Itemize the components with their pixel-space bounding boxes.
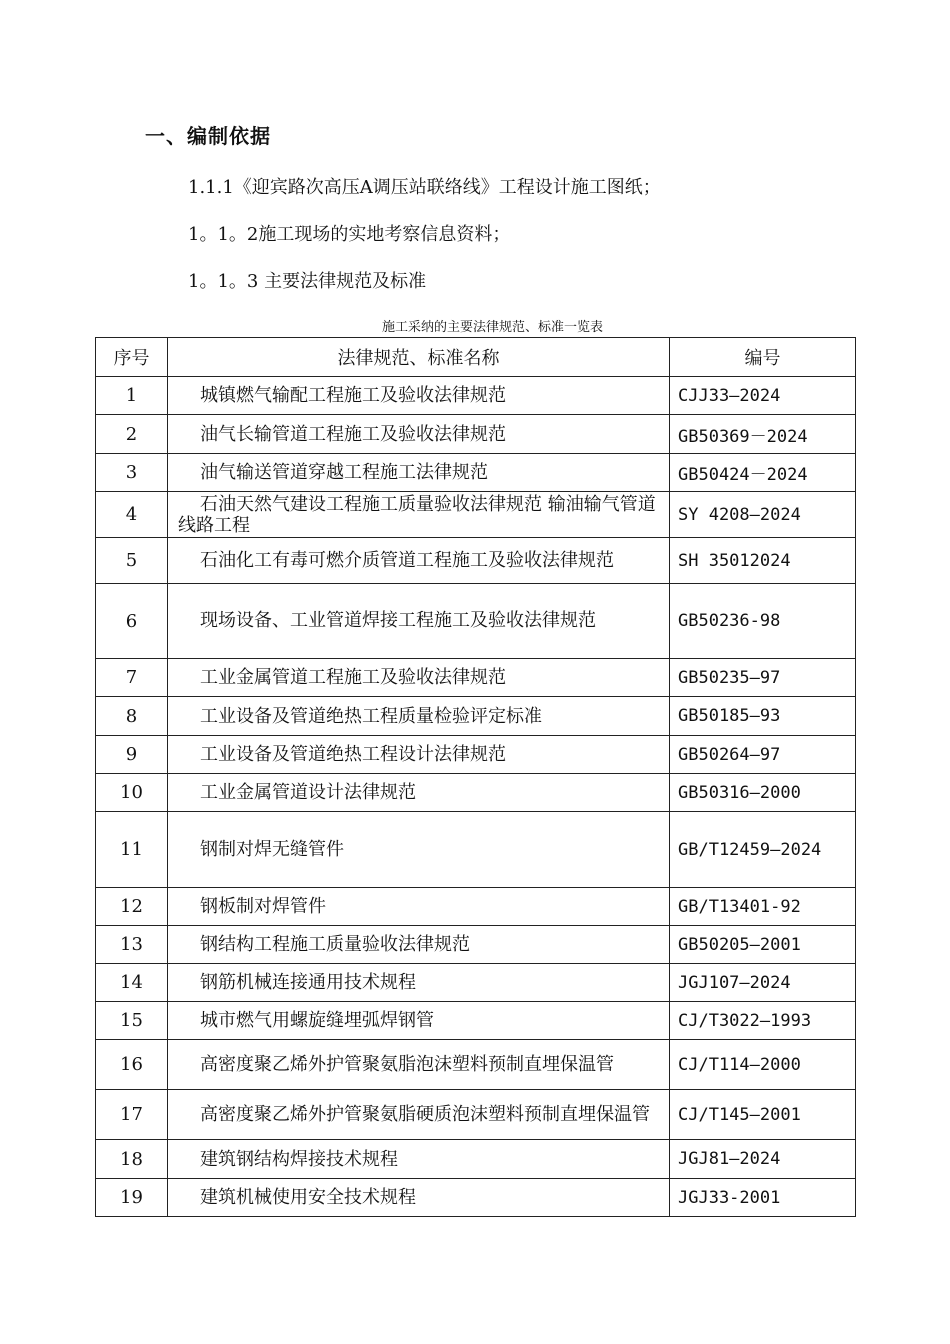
table-row (96, 697, 856, 736)
table-row (96, 1040, 856, 1090)
row-name: 工业设备及管道绝热工程设计法律规范 (168, 736, 670, 774)
row-number: 7 (96, 659, 168, 697)
row-code: GB50236-98 (670, 584, 856, 659)
table-row (96, 454, 856, 492)
section-heading: 一、编制依据 (145, 124, 271, 148)
row-number: 6 (96, 584, 168, 659)
row-code: GB50369－2024 (670, 415, 856, 454)
row-name: 钢板制对焊管件 (168, 888, 670, 926)
row-code: GB50185—93 (670, 697, 856, 736)
header-number: 序号 (96, 338, 168, 377)
row-number: 12 (96, 888, 168, 926)
row-code: GB50205—2001 (670, 926, 856, 964)
table-row (96, 1002, 856, 1040)
row-name: 钢筋机械连接通用技术规程 (168, 964, 670, 1002)
row-code: SY 4208—2024 (670, 492, 856, 538)
row-name: 建筑机械使用安全技术规程 (168, 1179, 670, 1217)
row-code: CJ/T145—2001 (670, 1090, 856, 1140)
row-number: 11 (96, 812, 168, 888)
row-name: 现场设备、工业管道焊接工程施工及验收法律规范 (168, 584, 670, 659)
row-code: GB50264—97 (670, 736, 856, 774)
row-code: CJ/T3022—1993 (670, 1002, 856, 1040)
header-name: 法律规范、标准名称 (168, 338, 670, 377)
row-code: SH 35012024 (670, 538, 856, 584)
row-number: 18 (96, 1140, 168, 1179)
row-code: GB50316—2000 (670, 774, 856, 812)
table-row (96, 1179, 856, 1217)
row-name: 油气长输管道工程施工及验收法律规范 (168, 415, 670, 454)
table-header-row (96, 338, 856, 377)
table-row (96, 1090, 856, 1140)
row-number: 10 (96, 774, 168, 812)
table-row (96, 377, 856, 415)
row-number: 16 (96, 1040, 168, 1090)
row-name: 城镇燃气输配工程施工及验收法律规范 (168, 377, 670, 415)
row-name: 工业金属管道设计法律规范 (168, 774, 670, 812)
row-code: GB50235—97 (670, 659, 856, 697)
row-name: 石油化工有毒可燃介质管道工程施工及验收法律规范 (168, 538, 670, 584)
row-number: 3 (96, 454, 168, 492)
row-number: 15 (96, 1002, 168, 1040)
table-row (96, 1140, 856, 1179)
row-code: JGJ81—2024 (670, 1140, 856, 1179)
row-name: 钢制对焊无缝管件 (168, 812, 670, 888)
paragraph-main-standards: 1。1。3 主要法律规范及标准 (188, 271, 427, 292)
table-row (96, 774, 856, 812)
row-number: 2 (96, 415, 168, 454)
row-name: 石油天然气建设工程施工质量验收法律规范 输油输气管道线路工程 (168, 492, 670, 538)
table-row (96, 659, 856, 697)
row-name: 建筑钢结构焊接技术规程 (168, 1140, 670, 1179)
row-code: CJJ33—2024 (670, 377, 856, 415)
row-number: 5 (96, 538, 168, 584)
row-number: 19 (96, 1179, 168, 1217)
row-name: 工业设备及管道绝热工程质量检验评定标准 (168, 697, 670, 736)
row-name: 高密度聚乙烯外护管聚氨脂硬质泡沫塑料预制直埋保温管 (168, 1090, 670, 1140)
table-caption: 施工采纳的主要法律规范、标准一览表 (381, 320, 603, 335)
row-name: 城市燃气用螺旋缝埋弧焊钢管 (168, 1002, 670, 1040)
paragraph-design-drawings: 1.1.1《迎宾路次高压A调压站联络线》工程设计施工图纸； (188, 177, 661, 198)
table-row (96, 964, 856, 1002)
paragraph-site-survey: 1。1。2施工现场的实地考察信息资料； (188, 224, 511, 245)
row-code: CJ/T114—2000 (670, 1040, 856, 1090)
row-code: GB50424－2024 (670, 454, 856, 492)
row-number: 1 (96, 377, 168, 415)
table-row (96, 415, 856, 454)
table-row (96, 812, 856, 888)
row-number: 4 (96, 492, 168, 538)
row-name: 油气输送管道穿越工程施工法律规范 (168, 454, 670, 492)
table-row (96, 584, 856, 659)
table-row (96, 888, 856, 926)
row-number: 9 (96, 736, 168, 774)
row-name: 工业金属管道工程施工及验收法律规范 (168, 659, 670, 697)
table-row (96, 926, 856, 964)
table-row (96, 492, 856, 538)
row-number: 14 (96, 964, 168, 1002)
row-name: 钢结构工程施工质量验收法律规范 (168, 926, 670, 964)
table-row (96, 538, 856, 584)
header-code: 编号 (670, 338, 856, 377)
row-number: 8 (96, 697, 168, 736)
standards-table (95, 337, 856, 1217)
row-code: GB/T12459—2024 (670, 812, 856, 888)
row-number: 17 (96, 1090, 168, 1140)
row-code: JGJ33-2001 (670, 1179, 856, 1217)
row-number: 13 (96, 926, 168, 964)
table-row (96, 736, 856, 774)
row-code: JGJ107—2024 (670, 964, 856, 1002)
row-name: 高密度聚乙烯外护管聚氨脂泡沫塑料预制直埋保温管 (168, 1040, 670, 1090)
row-code: GB/T13401-92 (670, 888, 856, 926)
